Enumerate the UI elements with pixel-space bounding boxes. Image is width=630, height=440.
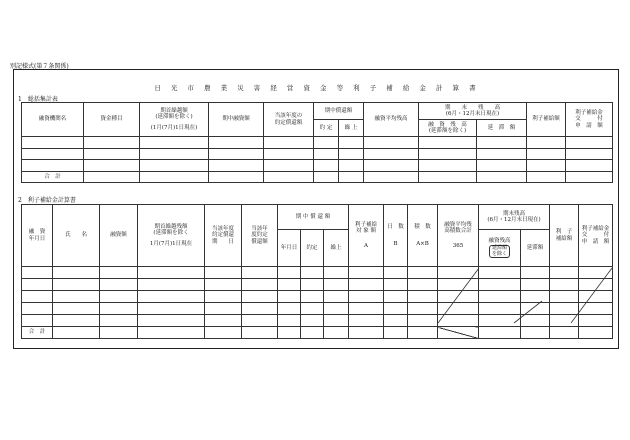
h-name: 氏 名 xyxy=(53,205,100,267)
summary-total-row xyxy=(22,171,613,183)
h-product: 積 数 A×B xyxy=(408,205,438,267)
h-loan-balance: 融資残高 延滞額 を除く xyxy=(479,230,521,267)
h-grant-request: 利子補給金 交 付 申 請 額 xyxy=(566,103,613,137)
section1-heading: 1 総括集計表 xyxy=(18,96,58,103)
h-loan-date: 融 資 年月日 xyxy=(22,205,53,267)
calc-row xyxy=(22,267,613,279)
h-scheduled-repay: 当該年度の 約定償還額 xyxy=(264,103,314,137)
h-repay-scheduled: 約 定 xyxy=(314,120,339,137)
h-institution: 融資機関名 xyxy=(22,103,84,137)
h-period-loan: 期中融資額 xyxy=(209,103,264,137)
h-end-balance: 期末残高 (6月・12月末日現在) xyxy=(479,205,550,230)
h-end-balance: 期 末 残 高 (6月・12月末日現在) xyxy=(419,103,527,120)
h-repay-early: 繰上 xyxy=(324,230,349,267)
calc-row xyxy=(22,291,613,303)
slash-cell xyxy=(438,327,479,339)
h-period-repay: 期 中 償 還 額 xyxy=(278,205,349,230)
calc-table xyxy=(21,204,613,339)
calc-row xyxy=(22,279,613,291)
calc-total-row xyxy=(22,327,613,339)
form-label: 別記様式(第７条関係) xyxy=(10,63,69,70)
h-subsidy: 利子補給額 xyxy=(527,103,566,137)
calc-row xyxy=(22,303,613,315)
h-opening-balance: 期首繰越額 (延滞額を除く) (1月(7月)1日現在) xyxy=(140,103,209,137)
h-overdue: 延滞額 xyxy=(521,230,550,267)
section2-heading: 2 利子補給金計算書 xyxy=(18,197,76,204)
summary-row xyxy=(22,148,613,160)
h-period-repay: 期中償還額 xyxy=(314,103,364,120)
h-repay-early: 繰 上 xyxy=(339,120,364,137)
h-loan-amount: 融資額 xyxy=(100,205,138,267)
form-title: 日 光 市 農 業 災 害 経 営 資 金 等 利 子 補 給 金 計 算 書 xyxy=(154,84,480,92)
summary-total-label: 合 計 xyxy=(22,171,84,183)
h-avg-balance: 融資平均残 高積数合計 365 xyxy=(438,205,479,267)
h-target-amount: 利子補給 対 象 額 A xyxy=(349,205,384,267)
h-opening-balance: 期首繰越残額 (延滞額を除く 1月(7月)1日現在 xyxy=(138,205,205,267)
h-avg-balance: 融資平均残高 xyxy=(364,103,419,137)
h-overdue: 延 滞 額 xyxy=(477,120,527,137)
summary-row xyxy=(22,137,613,149)
h-subsidy: 利 子 補給額 xyxy=(550,205,579,267)
form-frame xyxy=(13,69,619,349)
calc-total-label: 合 計 xyxy=(22,327,53,339)
h-repay-scheduled: 約定 xyxy=(301,230,324,267)
h-scheduled-amount: 当該年 度約定 償還額 xyxy=(242,205,278,267)
h-repay-date: 年月日 xyxy=(278,230,301,267)
summary-row xyxy=(22,160,613,172)
calc-row xyxy=(22,315,613,327)
h-scheduled-date: 当該年度 約定償還 期 日 xyxy=(205,205,242,267)
excluding-overdue-note: 延滞額 を除く xyxy=(489,245,510,259)
h-fund-type: 資金種目 xyxy=(84,103,140,137)
h-days: 日 数 B xyxy=(384,205,408,267)
h-loan-balance: 融 資 残 高 (延滞額を除く) xyxy=(419,120,477,137)
h-grant-request: 利子補給金 交 付 申 請 額 xyxy=(579,205,613,267)
summary-table xyxy=(21,102,613,183)
